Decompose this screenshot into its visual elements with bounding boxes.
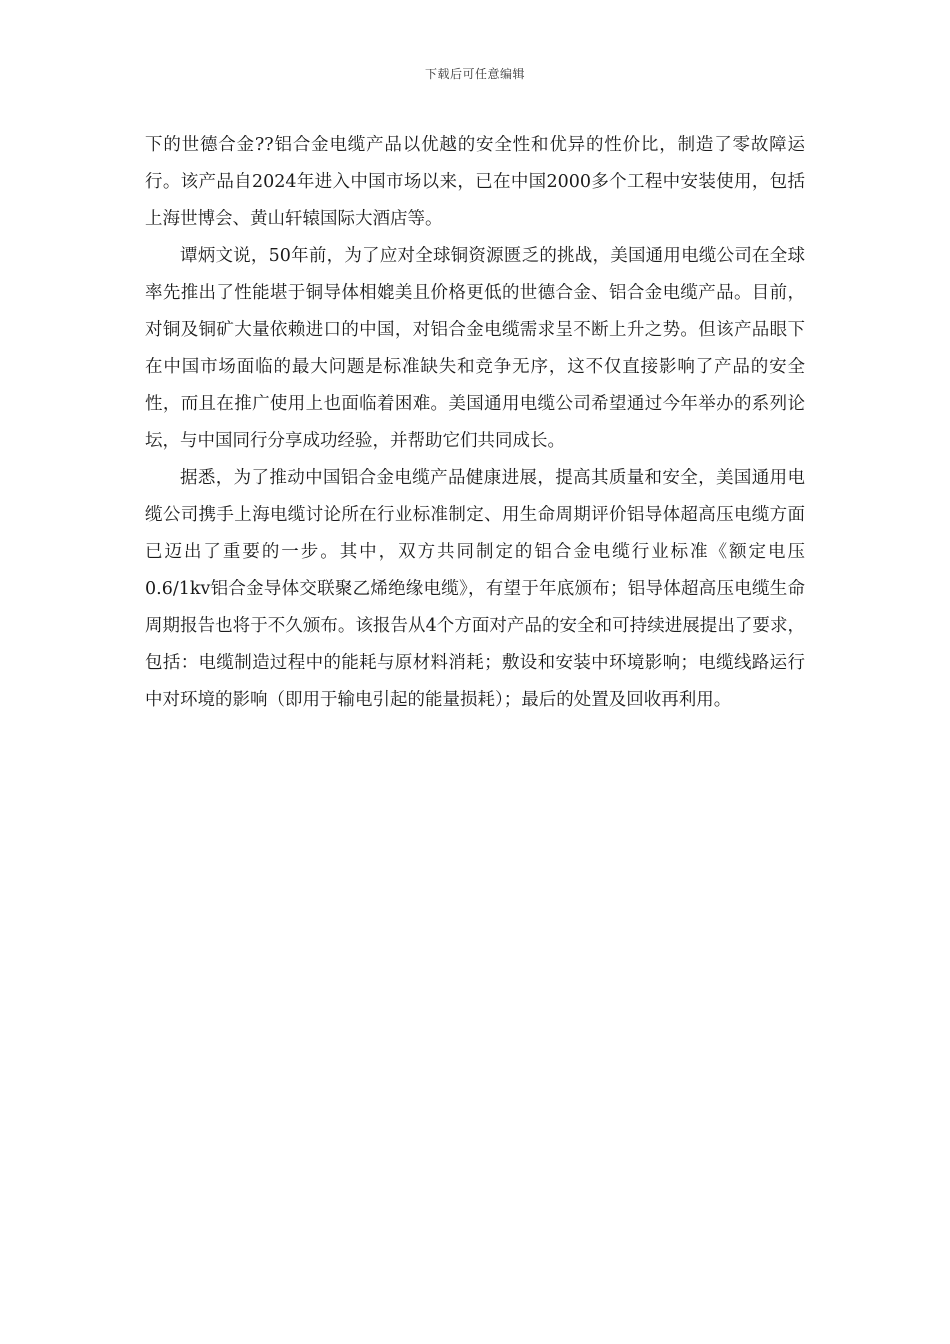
paragraph-1: 下的世德合金??铝合金电缆产品以优越的安全性和优异的性价比，制造了零故障运行。该产品自2024年进入中国市场以来，已在中国2000多个工程中安装使用，包括上海世博会、黄山轩辕国际大酒店等。 bbox=[145, 135, 805, 229]
document-body bbox=[145, 127, 805, 719]
paragraph-2: 谭炳文说，50年前，为了应对全球铜资源匮乏的挑战，美国通用电缆公司在全球率先推出了性能堪于铜导体相媲美且价格更低的世德合金、铝合金电缆产品。目前，对铜及铜矿大量依赖进口的中国，对铝合金电缆需求呈不断上升之势。但该产品眼下在中国市场面临的最大问题是标准缺失和竞争无序，这不仅直接影响了产品的安全性，而且在推广使用上也面临着困难。美国通用电缆公司希望通过今年举办的系列论坛，与中国同行分享成功经验，并帮助它们共同成长。 bbox=[145, 246, 805, 451]
paragraph-3: 据悉，为了推动中国铝合金电缆产品健康进展，提高其质量和安全，美国通用电缆公司携手上海电缆讨论所在行业标准制定、用生命周期评价铝导体超高压电缆方面已迈出了重要的一步。其中，双方共同制定的铝合金电缆行业标准《额定电压0.6/1kv铝合金导体交联聚乙烯绝缘电缆》，有望于年底颁布；铝导体超高压电缆生命周期报告也将于不久颁布。该报告从4个方面对产品的安全和可持续进展提出了要求，包括：电缆制造过程中的能耗与原材料消耗；敷设和安装中环境影响；电缆线路运行中对环境的影响（即用于输电引起的能量损耗）；最后的处置及回收再利用。 bbox=[145, 468, 805, 710]
page-header: 下载后可任意编辑 bbox=[424, 67, 525, 81]
